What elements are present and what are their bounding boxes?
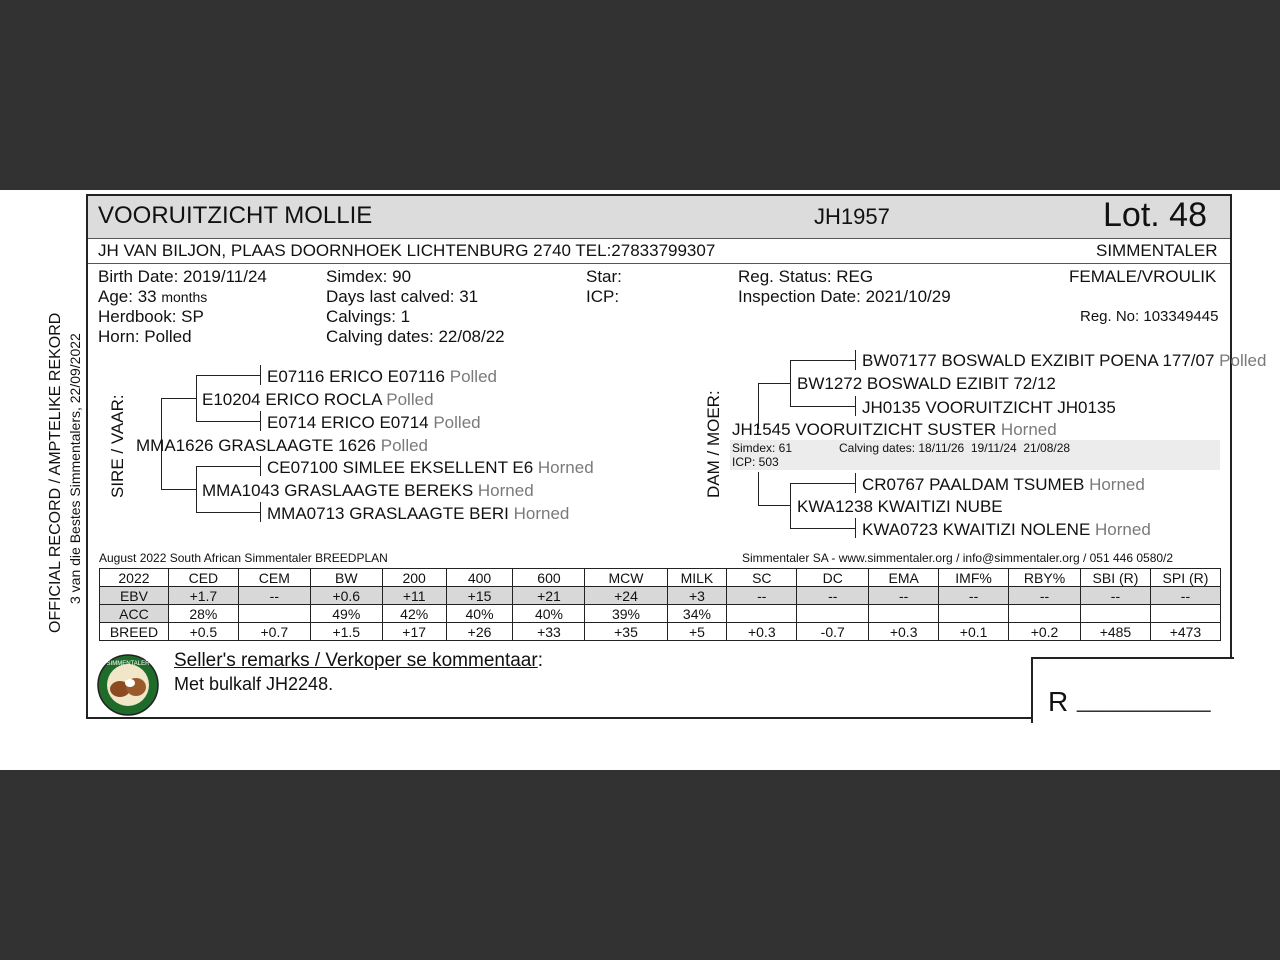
days-last-calved: Days last calved: 31 [326,287,479,306]
ebv-cell: -- [238,587,310,605]
official-record-label: OFFICIAL RECORD / AMPTELIKE REKORD [47,312,64,633]
ebv-cell: -- [727,587,797,605]
calvings: Calvings: 1 [326,307,411,326]
lot-number: Lot. 48 [1103,196,1207,234]
ebv-cell: +33 [513,623,585,641]
ebv-cell: +0.7 [238,623,310,641]
ebv-cell: -- [1150,587,1220,605]
remarks-heading-text: Seller's remarks / Verkoper se kommentaar [174,650,538,671]
pedigree-ddd [862,520,1151,540]
pedigree-horn: Polled [1219,351,1267,370]
ebv-cell: +0.3 [727,623,797,641]
ebv-header-cell: BW [310,569,382,587]
ebv-header-cell: IMF% [939,569,1009,587]
pedigree-name: BW07177 BOSWALD EXZIBIT POENA 177/07 [862,351,1215,370]
ebv-header-cell: EMA [869,569,939,587]
sire-tree-line [260,411,261,431]
sire-label: SIRE / VAAR: [108,394,127,498]
ebv-cell [1081,605,1151,623]
pedigree-dsd [862,398,1116,418]
remarks-colon: : [537,650,543,671]
pedigree-sdd [267,504,569,524]
dam-tree-line [855,396,856,416]
price-currency: R [1048,686,1069,717]
ebv-cell [1150,605,1220,623]
ebv-table [99,568,1221,641]
ebv-cell: +26 [446,623,513,641]
ebv-cell: 40% [446,605,513,623]
dam-tree-line [790,483,791,529]
remarks-heading [174,650,543,672]
pedigree-horn: Horned [513,504,570,523]
ebv-cell: +0.2 [1009,623,1081,641]
sale-info-label: 3 van die Bestes Simmentalers, 22/09/2022 [67,333,83,604]
pedigree-horn: Horned [477,481,534,500]
pedigree-name: E0714 ERICO E0714 [267,413,429,432]
inspection-date: Inspection Date: 2021/10/29 [738,287,951,306]
pedigree-dd [797,497,1003,517]
pedigree-sss [267,367,497,387]
sire-tree-line [260,502,261,522]
ebv-cell: +0.6 [310,587,382,605]
ebv-cell: -- [797,587,869,605]
dam-icp: ICP: 503 [732,455,779,469]
pedigree-sire [136,436,428,456]
sire-tree-line [196,466,197,512]
dam-simdex: Simdex: 61 [732,441,793,455]
birth-date: Birth Date: 2019/11/24 [98,267,267,286]
pedigree-name: MMA1626 GRASLAAGTE 1626 [136,436,377,455]
ebv-cell: BREED [100,623,169,641]
breed-label: SIMMENTALER [1096,241,1218,260]
ebv-cell: +21 [513,587,585,605]
ebv-header-cell: CEM [238,569,310,587]
calving-dates: Calving dates: 22/08/22 [326,327,505,346]
ebv-header-cell: SPI (R) [1150,569,1220,587]
ebv-cell: +473 [1150,623,1220,641]
sire-tree-line [196,375,261,376]
dam-tree-line [855,350,856,370]
pedigree-horn: Polled [449,367,497,386]
ebv-cell: -- [869,587,939,605]
ebv-cell: +485 [1081,623,1151,641]
ebv-row [100,587,1221,605]
sire-tree-line [161,489,197,490]
pedigree-dam [732,420,1057,440]
ebv-header-cell: CED [168,569,238,587]
pedigree-ds [797,374,1056,394]
ebv-header-cell: SC [727,569,797,587]
ebv-cell: +17 [382,623,446,641]
icp: ICP: [586,287,620,306]
ebv-cell: 40% [513,605,585,623]
ebv-cell: 28% [168,605,238,623]
ebv-header-cell: MCW [585,569,667,587]
ebv-header-cell: RBY% [1009,569,1081,587]
ebv-header-cell: 200 [382,569,446,587]
pedigree-horn: Horned [537,458,594,477]
logo-text: SIMMENTALER [106,661,150,667]
ebv-cell: 39% [585,605,667,623]
sire-tree-line [260,365,261,385]
ebv-cell: EBV [100,587,169,605]
pedigree-dss [862,351,1266,371]
dam-tree-line [790,406,856,407]
sire-tree-line [196,466,261,467]
dam-calving-dates: Calving dates: 18/11/26 19/11/24 21/08/28 [839,441,1071,455]
sire-tree-line [196,512,261,513]
ebv-header-row [100,569,1221,587]
dam-tree-line [790,483,856,484]
pedigree-name: E10204 ERICO ROCLA [202,390,382,409]
ebv-header-cell: MILK [667,569,727,587]
horn-status: Horn: Polled [98,327,192,346]
pedigree-sds [267,458,594,478]
ebv-cell [939,605,1009,623]
sire-tree-line [260,456,261,476]
ebv-cell: +1.5 [310,623,382,641]
pedigree-horn: Polled [386,390,434,409]
pedigree-name: BW1272 BOSWALD EZIBIT 72/12 [797,374,1056,393]
ebv-cell: -- [1009,587,1081,605]
sire-tree-line [196,421,261,422]
ebv-cell: -0.7 [797,623,869,641]
dam-tree-line [758,383,791,384]
dam-tree-line [790,528,856,529]
owner-info: JH VAN BILJON, PLAAS DOORNHOEK LICHTENBURG 2740 TEL:27833799307 [98,241,716,260]
dam-tree-line [758,472,759,506]
sire-tree-line [196,375,197,421]
ebv-header-cell: SBI (R) [1081,569,1151,587]
ebv-cell: ACC [100,605,169,623]
herdbook: Herdbook: SP [98,307,204,326]
simmentaler-logo [96,653,160,717]
ebv-cell: 49% [310,605,382,623]
dam-tree-line [758,505,791,506]
breedplan-caption: August 2022 South African Simmentaler BREEDPLAN [99,551,388,565]
ebv-cell: +15 [446,587,513,605]
reg-no: Reg. No: 103349445 [1080,308,1219,325]
star: Star: [586,267,622,286]
age [98,287,207,307]
ebv-cell: -- [1081,587,1151,605]
ebv-cell: +0.3 [869,623,939,641]
ebv-cell: +35 [585,623,667,641]
pedigree-ssd [267,413,481,433]
pedigree-name: JH1545 VOORUITZICHT SUSTER [732,420,997,439]
ebv-cell: 42% [382,605,446,623]
ebv-cell [797,605,869,623]
pedigree-name: CR0767 PAALDAM TSUMEB [862,475,1085,494]
ebv-cell: +1.7 [168,587,238,605]
ebv-cell: +5 [667,623,727,641]
ebv-row [100,623,1221,641]
ebv-cell: +11 [382,587,446,605]
pedigree-horn: Polled [380,436,429,455]
ebv-cell [727,605,797,623]
ebv-cell [238,605,310,623]
reg-status: Reg. Status: REG [738,267,874,286]
ebv-cell [869,605,939,623]
price-input[interactable]: __________ [1077,686,1211,713]
pedigree-name: MMA1043 GRASLAAGTE BEREKS [202,481,474,500]
dam-tree-line [855,473,856,493]
pedigree-horn: Polled [433,413,481,432]
animal-name: VOORUITZICHT MOLLIE [98,202,373,229]
pedigree-name: MMA0713 GRASLAAGTE BERI [267,504,509,523]
dam-label: DAM / MOER: [704,390,723,498]
ebv-cell: 34% [667,605,727,623]
pedigree-name: JH0135 VOORUITZICHT JH0135 [862,398,1116,417]
pedigree-dds [862,475,1145,495]
pedigree-name: CE07100 SIMLEE EKSELLENT E6 [267,458,534,477]
dam-tree-line [790,360,856,361]
animal-id: JH1957 [814,204,890,229]
ebv-header-cell: 2022 [100,569,169,587]
ebv-cell: +0.1 [939,623,1009,641]
pedigree-sd [202,481,534,501]
ebv-cell: -- [939,587,1009,605]
sire-tree-line [161,398,197,399]
pedigree-ss [202,390,434,410]
pedigree-horn: Horned [1000,420,1057,439]
ebv-header-cell: 600 [513,569,585,587]
dam-tree-line [855,518,856,538]
age-value: Age: 33 [98,287,157,306]
pedigree-name: KWA1238 KWAITIZI NUBE [797,497,1003,516]
ebv-cell: +3 [667,587,727,605]
ebv-row [100,605,1221,623]
ebv-cell: +24 [585,587,667,605]
ebv-cell [1009,605,1081,623]
pedigree-name: E07116 ERICO E07116 [267,367,445,386]
contact-caption: Simmentaler SA - www.simmentaler.org / info@simmentaler.org / 051 446 0580/2 [742,551,1174,565]
age-unit: months [161,289,208,305]
simdex: Simdex: 90 [326,267,412,286]
pedigree-horn: Horned [1095,520,1151,539]
ebv-header-cell: DC [797,569,869,587]
dam-tree-line [790,360,791,406]
pedigree-name: KWA0723 KWAITIZI NOLENE [862,520,1091,539]
ebv-header-cell: 400 [446,569,513,587]
remarks-text: Met bulkalf JH2248. [174,674,334,694]
pedigree-horn: Horned [1089,475,1145,494]
sex: FEMALE/VROULIK [1069,267,1217,286]
ebv-cell: +0.5 [168,623,238,641]
